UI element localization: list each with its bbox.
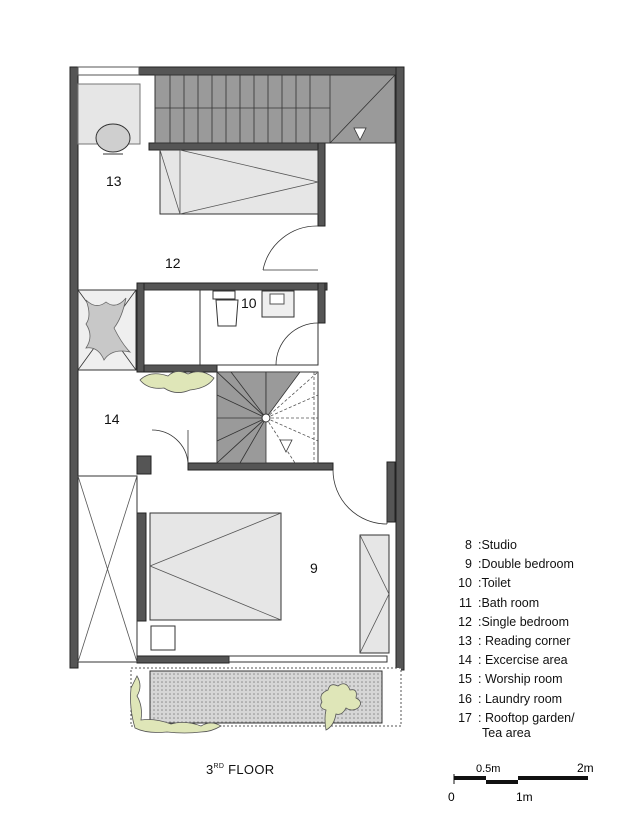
- spiral-stair: [217, 372, 318, 463]
- legend-item: 10 :Toilet: [458, 576, 511, 591]
- bottom-window: [229, 656, 387, 662]
- legend-item: 17 : Rooftop garden/: [458, 710, 575, 725]
- garden-patch: [140, 371, 214, 392]
- nightstand: [151, 626, 175, 650]
- straight-stair: [155, 75, 395, 143]
- legend-item: 14 : Excercise area: [458, 653, 568, 668]
- room-label-10: 10: [241, 295, 257, 311]
- scale-label-05: 0.5m: [476, 763, 501, 775]
- wardrobe: [360, 535, 389, 653]
- single-bed: [160, 150, 318, 214]
- legend-item: 13 : Reading corner: [458, 633, 571, 648]
- door-swing: [333, 470, 387, 524]
- door-swing: [263, 226, 318, 270]
- legend-item: 15 : Worship room: [458, 672, 563, 687]
- legend-item: 11 :Bath room: [459, 595, 540, 610]
- legend-item: 9 :Double bedroom: [465, 557, 574, 572]
- room-label-12: 12: [165, 255, 181, 271]
- door-swing: [152, 430, 188, 463]
- planter-left: [78, 290, 136, 370]
- planter-box: [131, 668, 402, 733]
- scale-label-1: 1m: [516, 790, 533, 804]
- double-bed: [150, 513, 281, 620]
- room-label-9: 9: [310, 560, 318, 576]
- scale-label-2: 2m: [577, 761, 594, 775]
- legend-item: 8 :Studio: [465, 538, 517, 552]
- toilet-room: [144, 290, 318, 365]
- reading-chair-icon: [96, 124, 130, 154]
- window-panel: [78, 476, 137, 662]
- scale-label-0: 0: [448, 790, 455, 804]
- room-label-14: 14: [104, 411, 120, 427]
- room-label-13: 13: [106, 173, 122, 189]
- scale-bar: [446, 760, 616, 810]
- legend-item: 16 : Laundry room: [458, 691, 563, 706]
- room-legend: [446, 538, 636, 745]
- window-frame: [78, 67, 139, 75]
- floor-title: 3RD FLOOR: [206, 762, 275, 777]
- legend-item: 12 :Single bedroom: [458, 614, 570, 629]
- legend-item-continuation: Tea area: [482, 725, 531, 740]
